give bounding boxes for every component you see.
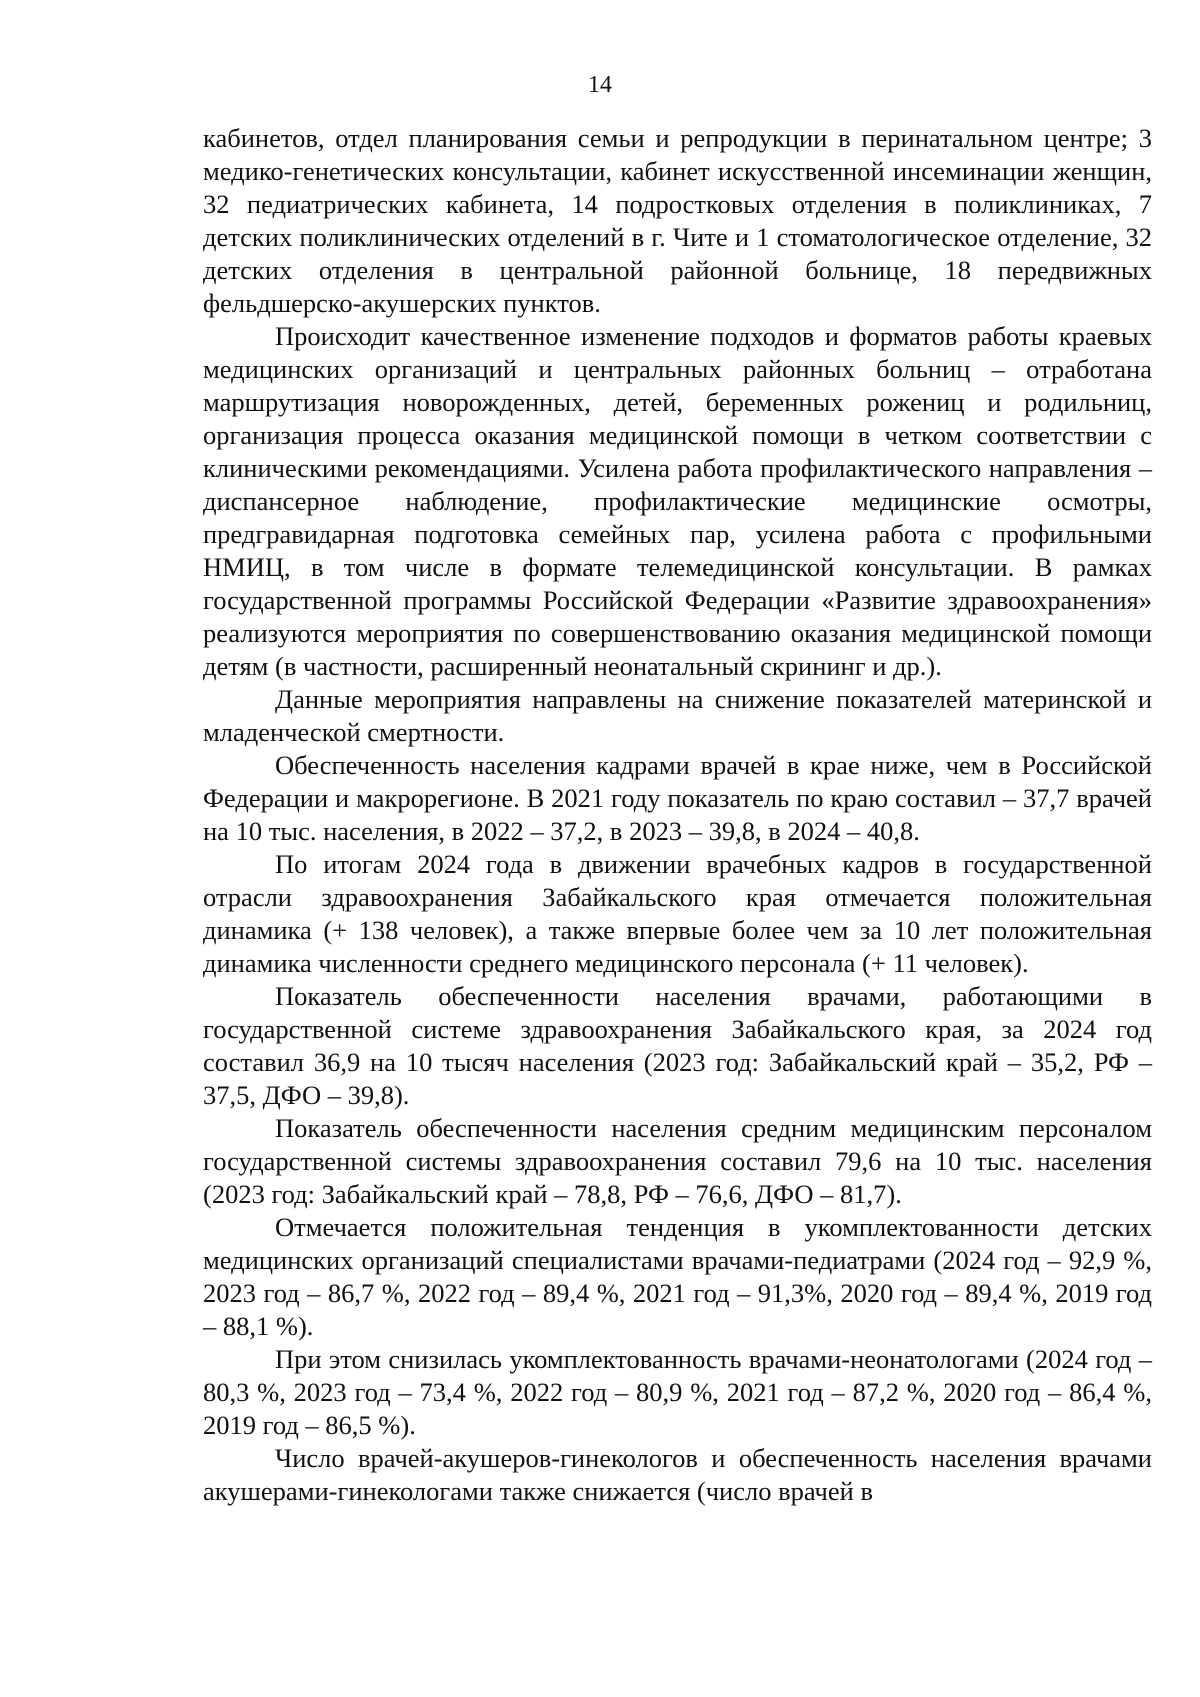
paragraph-continuation: кабинетов, отдел планирования семьи и репродукции в перинатальном центре; 3 медико-генетических консультации, кабинет искусственной инсеминации женщин, 32 педиатрических кабинета, 14 подростковых отделения в поликлиниках, 7 детских поликлинических отделений в г. Чите и 1 стоматологическое отделение, 32 детских отделения в центральной районной больнице, 18 передвижных фельдшерско-акушерских пунктов. [203, 123, 1152, 318]
paragraph-approaches: Происходит качественное изменение подходов и форматов работы краевых медицинских организаций и центральных районных больниц – отработана маршрутизация новорожденных, детей, беременных рожениц и родильниц, организация процесса оказания медицинской помощи в четком соответствии с клиническими рекомендациями. Усилена работа профилактического направления – диспансерное наблюдение, профилактические медицинские осмотры, предгравидарная подготовка семейных пар, усилена работа с профильными НМИЦ, в том числе в формате телемедицинской консультации. В рамках государственной программы Российской Федерации «Развитие здравоохранения» реализуются мероприятия по совершенствованию оказания медицинской помощи детям (в частности, расширенный неонатальный скрининг и др.). [203, 321, 1152, 681]
paragraph-doctor-staffing: Обеспеченность населения кадрами врачей в крае ниже, чем в Российской Федерации и макрорегионе. В 2021 году показатель по краю составил – 37,7 врачей на 10 тыс. населения, в 2022 – 37,2, в 2023 – 39,8, в 2024 – 40,8. [203, 750, 1152, 846]
paragraph-measures: Данные мероприятия направлены на снижение показателей материнской и младенческой смертности. [203, 684, 1152, 747]
paragraph-nurse-provision: Показатель обеспеченности населения средним медицинским персоналом государственной системы здравоохранения составил 79,6 на 10 тыс. населения (2023 год: Забайкальский край – 78,8, РФ – 76,6, ДФО – 81,7). [203, 1113, 1152, 1209]
paragraph-neonatologists: При этом снизилась укомплектованность врачами-неонатологами (2024 год – 80,3 %, 2023 год – 73,4 %, 2022 год – 80,9 %, 2021 год – 87,2 %, 2020 год – 86,4 %, 2019 год – 86,5 %). [203, 1344, 1152, 1440]
page-number: 14 [588, 72, 612, 98]
paragraph-doctor-provision: Показатель обеспеченности населения врачами, работающими в государственной системе здравоохранения Забайкальского края, за 2024 год составил 36,9 на 10 тысяч населения (2023 год: Забайкальский край – 35,2, РФ – 37,5, ДФО – 39,8). [203, 981, 1152, 1110]
paragraph-obstetricians: Число врачей-акушеров-гинекологов и обеспеченность населения врачами акушерами-гинекологами также снижается (число врачей в [203, 1443, 1152, 1506]
paragraph-pediatricians: Отмечается положительная тенденция в укомплектованности детских медицинских организаций специалистами врачами-педиатрами (2024 год – 92,9 %, 2023 год – 86,7 %, 2022 год – 89,4 %, 2021 год – 91,3%, 2020 год – 89,4 %, 2019 год – 88,1 %). [203, 1212, 1152, 1341]
document-body [203, 122, 1152, 1508]
paragraph-staff-dynamics: По итогам 2024 года в движении врачебных кадров в государственной отрасли здравоохранения Забайкальского края отмечается положительная динамика (+ 138 человек), а также впервые более чем за 10 лет положительная динамика численности среднего медицинского персонала (+ 11 человек). [203, 849, 1152, 978]
